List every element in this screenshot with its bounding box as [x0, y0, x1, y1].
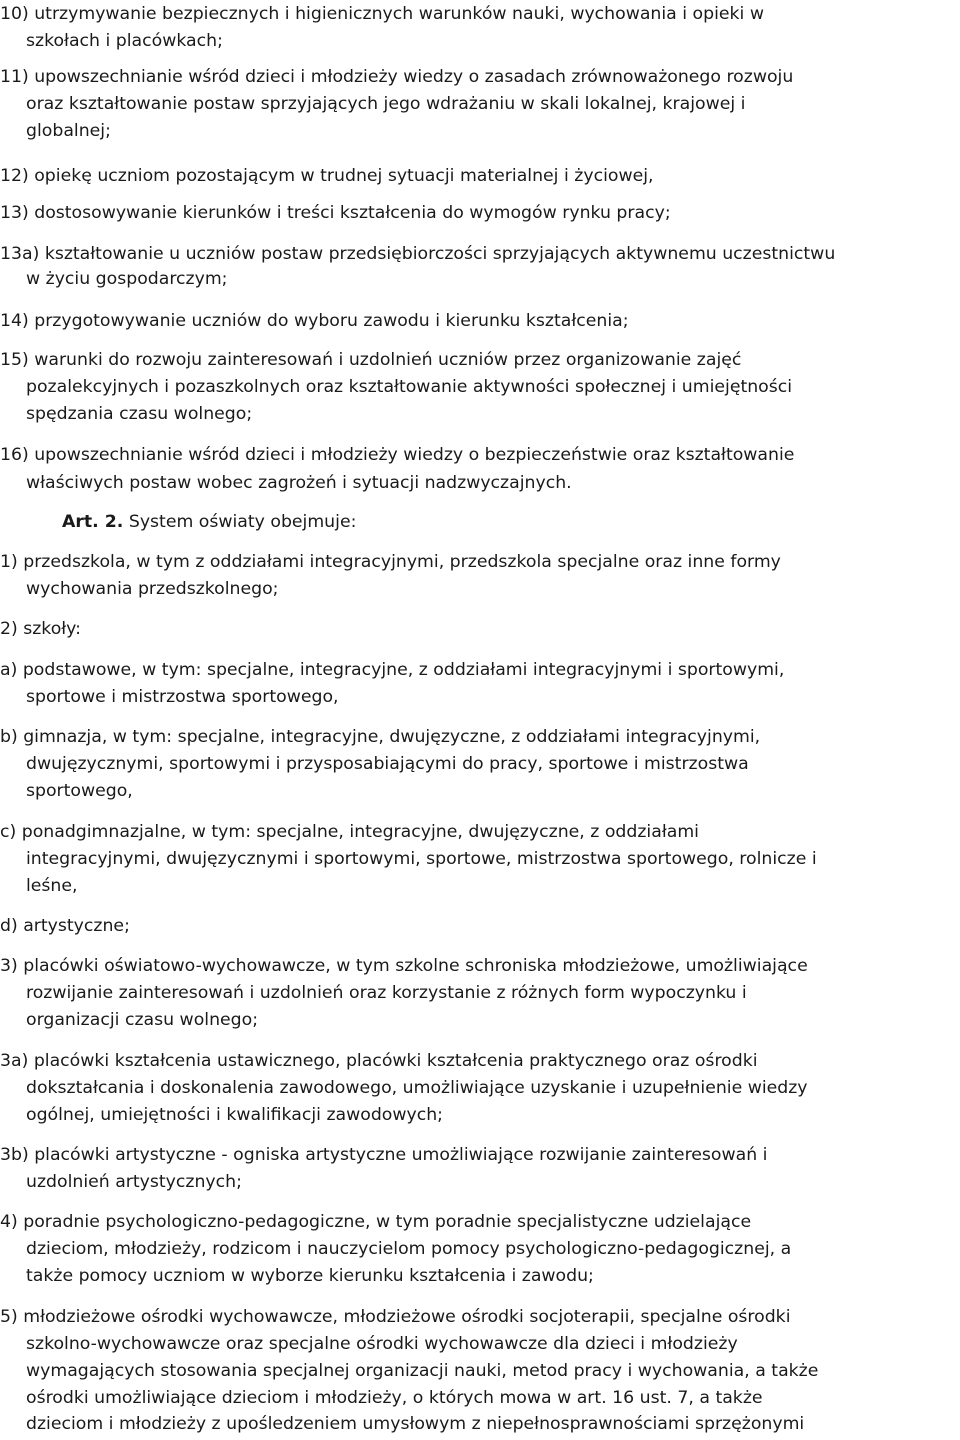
item-line: dzieciom, młodzieży, rodzicom i nauczycielom pomocy psychologiczno-pedagogicznej, a	[26, 1239, 792, 1259]
item-line: 1) przedszkola, w tym z oddziałami integracyjnymi, przedszkola specjalne oraz inne formy	[0, 552, 781, 572]
item-line: dzieciom i młodzieży z upośledzeniem umysłowym z niepełnosprawnościami sprzężonymi	[26, 1414, 805, 1434]
item-line: b) gimnazja, w tym: specjalne, integracyjne, dwujęzyczne, z oddziałami integracyjnymi,	[0, 727, 761, 747]
item-line: szkolno-wychowawcze oraz specjalne ośrodki wychowawcze dla dzieci i młodzieży	[26, 1334, 738, 1354]
item-line: właściwych postaw wobec zagrożeń i sytuacji nadzwyczajnych.	[26, 473, 572, 493]
item-line: 13) dostosowywanie kierunków i treści kształcenia do wymogów rynku pracy;	[0, 203, 671, 223]
item-line: także pomocy uczniom w wyborze kierunku kształcenia i zawodu;	[26, 1266, 594, 1286]
item-line: dwujęzycznymi, sportowymi i przysposabiającymi do pracy, sportowe i mistrzostwa	[26, 754, 749, 774]
item-line: 16) upowszechnianie wśród dzieci i młodzieży wiedzy o bezpieczeństwie oraz kształtowanie	[0, 445, 795, 465]
item-line: integracyjnymi, dwujęzycznymi i sportowymi, sportowe, mistrzostwa sportowego, rolnicze i	[26, 849, 817, 869]
item-line: leśne,	[26, 876, 78, 896]
item-line: 3b) placówki artystyczne - ogniska artystyczne umożliwiające rozwijanie zainteresowań i	[0, 1145, 768, 1165]
item-line: w życiu gospodarczym;	[26, 269, 228, 289]
item-line: wychowania przedszkolnego;	[26, 579, 279, 599]
item-line: organizacji czasu wolnego;	[26, 1010, 259, 1030]
article-text: System oświaty obejmuje:	[128, 512, 357, 532]
item-line: 15) warunki do rozwoju zainteresowań i uzdolnień uczniów przez organizowanie zajęć	[0, 350, 742, 370]
item-line: 13a) kształtowanie u uczniów postaw przedsiębiorczości sprzyjających aktywnemu uczestnictwu	[0, 244, 836, 264]
item-line: oraz kształtowanie postaw sprzyjających jego wdrażaniu w skali lokalnej, krajowej i	[26, 94, 746, 114]
item-line: rozwijanie zainteresowań i uzdolnień oraz korzystanie z różnych form wypoczynku i	[26, 983, 747, 1003]
item-line: d) artystyczne;	[0, 916, 130, 936]
item-line: 3) placówki oświatowo-wychowawcze, w tym szkolne schroniska młodzieżowe, umożliwiające	[0, 956, 808, 976]
item-line: 12) opiekę uczniom pozostającym w trudnej sytuacji materialnej i życiowej,	[0, 166, 654, 186]
item-line: dokształcania i doskonalenia zawodowego, umożliwiające uzyskanie i uzupełnienie wiedzy	[26, 1078, 808, 1098]
item-line: c) ponadgimnazjalne, w tym: specjalne, integracyjne, dwujęzyczne, z oddziałami	[0, 822, 699, 842]
item-line: 4) poradnie psychologiczno-pedagogiczne, w tym poradnie specjalistyczne udzielające	[0, 1212, 752, 1232]
item-line: sportowego,	[26, 781, 133, 801]
item-line: 3a) placówki kształcenia ustawicznego, placówki kształcenia praktycznego oraz ośrodki	[0, 1051, 758, 1071]
item-line: a) podstawowe, w tym: specjalne, integracyjne, z oddziałami integracyjnymi i sportowymi,	[0, 660, 785, 680]
item-line: ogólnej, umiejętności i kwalifikacji zawodowych;	[26, 1105, 443, 1125]
item-line: 5) młodzieżowe ośrodki wychowawcze, młodzieżowe ośrodki socjoterapii, specjalne ośrodki	[0, 1307, 791, 1327]
item-line: sportowe i mistrzostwa sportowego,	[26, 687, 339, 707]
item-line: 2) szkoły:	[0, 619, 81, 639]
item-line: 14) przygotowywanie uczniów do wyboru zawodu i kierunku kształcenia;	[0, 311, 629, 331]
item-line: pozalekcyjnych i pozaszkolnych oraz kształtowanie aktywności społecznej i umiejętności	[26, 377, 793, 397]
item-line: spędzania czasu wolnego;	[26, 404, 253, 424]
item-line: 10) utrzymywanie bezpiecznych i higienicznych warunków nauki, wychowania i opieki w	[0, 4, 764, 24]
article-label: Art. 2.	[62, 512, 124, 532]
item-line: globalnej;	[26, 121, 111, 141]
item-line: uzdolnień artystycznych;	[26, 1172, 242, 1192]
item-line: szkołach i placówkach;	[26, 31, 223, 51]
item-line: 11) upowszechnianie wśród dzieci i młodzieży wiedzy o zasadach zrównoważonego rozwoju	[0, 67, 794, 87]
item-line: ośrodki umożliwiające dzieciom i młodzieży, o których mowa w art. 16 ust. 7, a także	[26, 1388, 763, 1408]
article-heading	[62, 509, 356, 536]
item-line: wymagających stosowania specjalnej organizacji nauki, metod pracy i wychowania, a także	[26, 1361, 819, 1381]
